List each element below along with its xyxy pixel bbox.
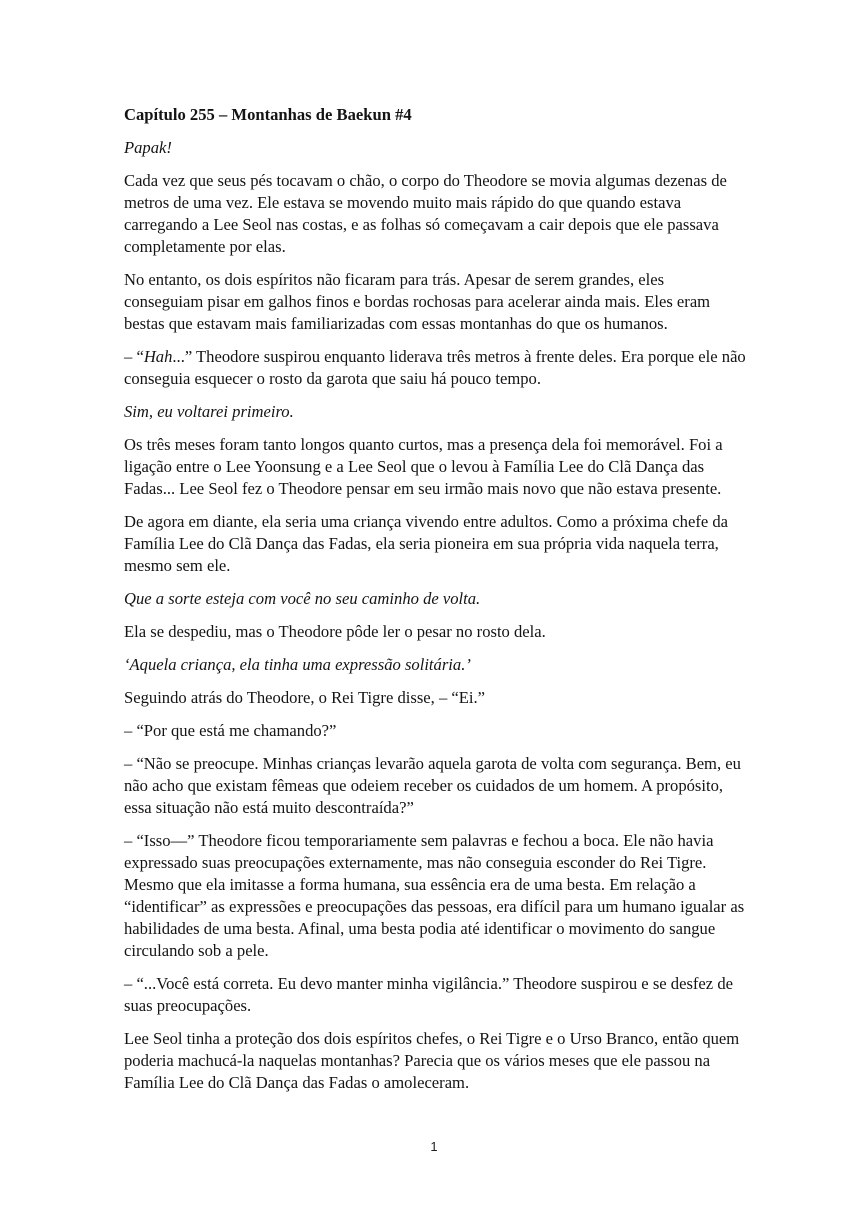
paragraph-dialogue: [124, 346, 746, 390]
paragraph: Os três meses foram tanto longos quanto curtos, mas a presença dela foi memorável. Foi a ligação entre o Lee Yoonsung e a Lee Seol que o levou à Família Lee do Clã Dança das Fadas... Lee Seol fez o Theodore pensar em seu irmão mais novo que não estava presente.: [124, 435, 723, 498]
paragraph: No entanto, os dois espíritos não ficaram para trás. Apesar de serem grandes, eles conseguiam pisar em galhos finos e bordas rochosas para acelerar ainda mais. Eles eram bestas que estavam mais familiarizadas com essas montanhas do que os humanos.: [124, 270, 711, 333]
paragraph-dialogue: – “...Você está correta. Eu devo manter minha vigilância.” Theodore suspirou e se desfez de suas preocupações.: [124, 974, 733, 1015]
dialogue-italic: Hah: [143, 347, 173, 366]
paragraph: Lee Seol tinha a proteção dos dois espíritos chefes, o Rei Tigre e o Urso Branco, então quem poderia machucá-la naquelas montanhas? Parecia que os vários meses que ele passou na Família Lee do Clã Dança das Fadas o amoleceram.: [124, 1029, 740, 1092]
paragraph-thought: Que a sorte esteja com você no seu caminho de volta.: [124, 589, 481, 608]
paragraph-dialogue: – “Isso—” Theodore ficou temporariamente sem palavras e fechou a boca. Ele não havia expressado suas preocupações externamente, mas não conseguia esconder do Rei Tigre. Mesmo que ela imitasse a forma humana, sua essência era de uma besta. Em relação a “identificar” as expressões e preocupações das pessoas, era difícil para um humano igualar as habilidades de uma besta. Afinal, uma besta podia até identificar o movimento do sangue circulando sob a pele.: [124, 831, 745, 960]
paragraph-onomatopoeia: Papak!: [124, 138, 172, 157]
paragraph: Ela se despediu, mas o Theodore pôde ler o pesar no rosto dela.: [124, 622, 546, 641]
paragraph: Cada vez que seus pés tocavam o chão, o corpo do Theodore se movia algumas dezenas de metros de uma vez. Ele estava se movendo muito mais rápido do que quando estava carregando a Lee Seol nas costas, e as folhas só começavam a cair depois que ele passava completamente por elas.: [124, 171, 727, 256]
chapter-title: Capítulo 255 – Montanhas de Baekun #4: [124, 105, 412, 124]
page-number: 1: [430, 1139, 438, 1154]
dialogue-rest: ...” Theodore suspirou enquanto liderava três metros à frente deles. Era porque ele não conseguia esquecer o rosto da garota que saiu há pouco tempo.: [124, 347, 746, 388]
page-content: [124, 104, 746, 1105]
dialogue-open: – “: [124, 347, 144, 366]
paragraph: Seguindo atrás do Theodore, o Rei Tigre disse, – “Ei.”: [124, 688, 486, 707]
paragraph-dialogue: – “Não se preocupe. Minhas crianças levarão aquela garota de volta com segurança. Bem, eu não acho que existam fêmeas que odeiem receber os cuidados de um homem. A propósito, essa situação não está muito descontraída?”: [124, 754, 741, 817]
paragraph: De agora em diante, ela seria uma criança vivendo entre adultos. Como a próxima chefe da Família Lee do Clã Dança das Fadas, ela seria pioneira em sua própria vida naquela terra, mesmo sem ele.: [124, 512, 729, 575]
paragraph-thought: Sim, eu voltarei primeiro.: [124, 402, 294, 421]
paragraph-dialogue: – “Por que está me chamando?”: [124, 721, 337, 740]
paragraph-thought: ‘Aquela criança, ela tinha uma expressão solitária.’: [124, 655, 471, 674]
